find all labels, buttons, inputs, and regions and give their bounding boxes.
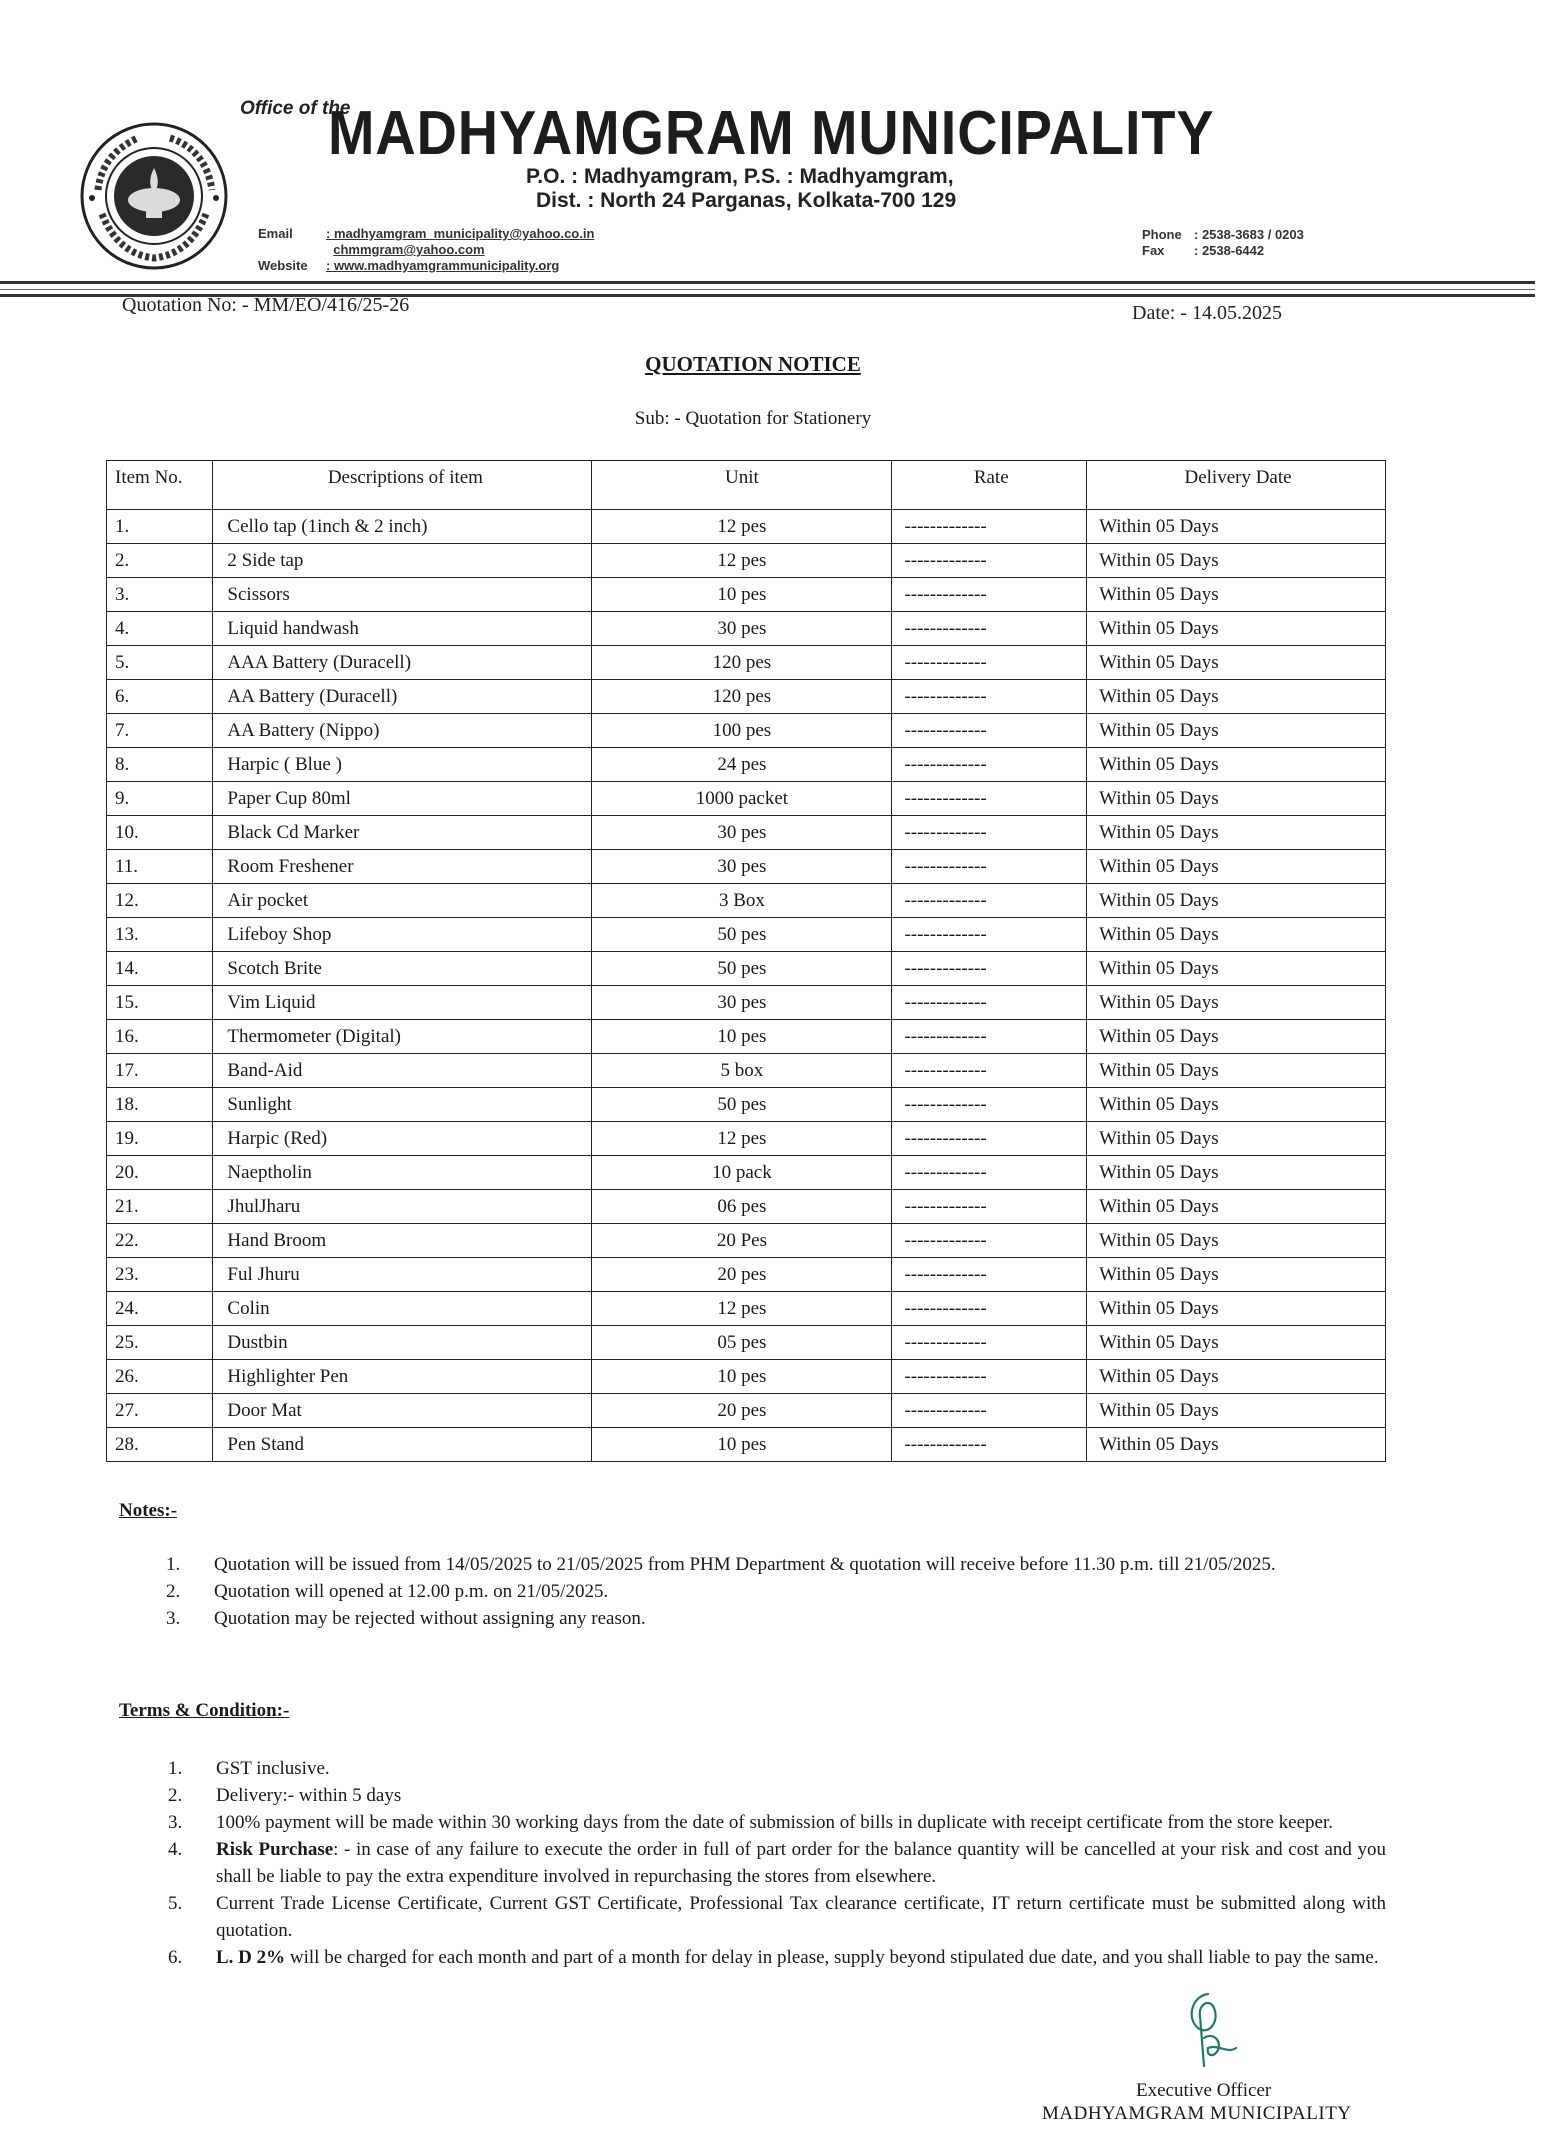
cell-delivery-date: Within 05 Days: [1087, 918, 1386, 952]
cell-description: Air pocket: [213, 884, 592, 918]
cell-item-no: 4.: [107, 612, 213, 646]
cell-rate: -------------: [892, 1054, 1087, 1088]
table-row: [107, 918, 1386, 952]
email-primary[interactable]: : madhyamgram_municipality@yahoo.co.in: [326, 226, 595, 241]
notice-date: Date: - 14.05.2025: [1132, 302, 1282, 324]
cell-rate: -------------: [892, 918, 1087, 952]
table-row: [107, 612, 1386, 646]
cell-item-no: 21.: [107, 1190, 213, 1224]
cell-delivery-date: Within 05 Days: [1087, 1020, 1386, 1054]
term-number: 1.: [168, 1758, 183, 1779]
cell-delivery-date: Within 05 Days: [1087, 714, 1386, 748]
cell-delivery-date: Within 05 Days: [1087, 952, 1386, 986]
table-row: [107, 1292, 1386, 1326]
items-table-body: [107, 510, 1386, 1462]
cell-unit: 50 pes: [592, 952, 892, 986]
cell-rate: -------------: [892, 816, 1087, 850]
cell-delivery-date: Within 05 Days: [1087, 1428, 1386, 1462]
table-row: [107, 1360, 1386, 1394]
cell-delivery-date: Within 05 Days: [1087, 1054, 1386, 1088]
cell-item-no: 27.: [107, 1394, 213, 1428]
cell-item-no: 8.: [107, 748, 213, 782]
table-row: [107, 1122, 1386, 1156]
cell-rate: -------------: [892, 1258, 1087, 1292]
cell-delivery-date: Within 05 Days: [1087, 510, 1386, 544]
email-label: Email: [258, 226, 293, 241]
term-item: [168, 1809, 1386, 1836]
term-text: : - in case of any failure to execute the order in full of part order for the balance quantity will be cancelled at your risk and cost and you shall be liable to pay the extra expenditure involved in repurchasing the stores from elsewhere.: [216, 1839, 1386, 1887]
table-row: [107, 1190, 1386, 1224]
cell-description: Ful Jhuru: [213, 1258, 592, 1292]
cell-description: Scotch Brite: [213, 952, 592, 986]
items-table: [106, 460, 1386, 1462]
cell-item-no: 6.: [107, 680, 213, 714]
cell-item-no: 1.: [107, 510, 213, 544]
cell-description: Colin: [213, 1292, 592, 1326]
term-item: [168, 1836, 1386, 1890]
cell-item-no: 3.: [107, 578, 213, 612]
terms-list: [168, 1755, 1386, 1971]
cell-delivery-date: Within 05 Days: [1087, 578, 1386, 612]
cell-unit: 10 pes: [592, 578, 892, 612]
cell-item-no: 24.: [107, 1292, 213, 1326]
cell-delivery-date: Within 05 Days: [1087, 748, 1386, 782]
cell-delivery-date: Within 05 Days: [1087, 680, 1386, 714]
cell-description: Pen Stand: [213, 1428, 592, 1462]
term-number: 3.: [168, 1812, 183, 1833]
cell-description: Naeptholin: [213, 1156, 592, 1190]
cell-description: Hand Broom: [213, 1224, 592, 1258]
cell-unit: 12 pes: [592, 1122, 892, 1156]
cell-unit: 100 pes: [592, 714, 892, 748]
cell-delivery-date: Within 05 Days: [1087, 884, 1386, 918]
term-item: [168, 1782, 1386, 1809]
cell-description: Black Cd Marker: [213, 816, 592, 850]
cell-delivery-date: Within 05 Days: [1087, 1156, 1386, 1190]
table-row: [107, 1088, 1386, 1122]
office-of-label: Office of the: [240, 98, 351, 119]
letterhead-divider: [0, 281, 1535, 284]
cell-delivery-date: Within 05 Days: [1087, 612, 1386, 646]
cell-rate: -------------: [892, 578, 1087, 612]
cell-delivery-date: Within 05 Days: [1087, 1224, 1386, 1258]
address-line-1: P.O. : Madhyamgram, P.S. : Madhyamgram,: [526, 165, 954, 188]
note-text: Quotation will opened at 12.00 p.m. on 21/05/2025.: [214, 1581, 609, 1602]
term-text: Delivery:- within 5 days: [216, 1785, 402, 1806]
cell-description: 2 Side tap: [213, 544, 592, 578]
cell-description: AA Battery (Nippo): [213, 714, 592, 748]
cell-unit: 10 pack: [592, 1156, 892, 1190]
cell-unit: 12 pes: [592, 544, 892, 578]
cell-unit: 30 pes: [592, 850, 892, 884]
cell-unit: 12 pes: [592, 510, 892, 544]
phone-label: Phone: [1142, 227, 1182, 242]
cell-unit: 5 box: [592, 1054, 892, 1088]
cell-item-no: 9.: [107, 782, 213, 816]
cell-delivery-date: Within 05 Days: [1087, 646, 1386, 680]
website-link[interactable]: : www.madhyamgrammunicipality.org: [326, 258, 560, 273]
cell-rate: -------------: [892, 1088, 1087, 1122]
cell-rate: -------------: [892, 1428, 1087, 1462]
contact-email-block: [258, 226, 594, 274]
term-number: 4.: [168, 1839, 183, 1860]
cell-description: AA Battery (Duracell): [213, 680, 592, 714]
cell-rate: -------------: [892, 1156, 1087, 1190]
table-row: [107, 510, 1386, 544]
note-item: [166, 1578, 1384, 1605]
table-row: [107, 1258, 1386, 1292]
cell-description: Highlighter Pen: [213, 1360, 592, 1394]
cell-unit: 30 pes: [592, 986, 892, 1020]
cell-description: Cello tap (1inch & 2 inch): [213, 510, 592, 544]
phone-value: : 2538-3683 / 0203: [1194, 227, 1304, 242]
cell-description: Door Mat: [213, 1394, 592, 1428]
cell-item-no: 28.: [107, 1428, 213, 1462]
cell-item-no: 26.: [107, 1360, 213, 1394]
cell-delivery-date: Within 05 Days: [1087, 1258, 1386, 1292]
cell-unit: 50 pes: [592, 1088, 892, 1122]
cell-item-no: 2.: [107, 544, 213, 578]
table-row: [107, 782, 1386, 816]
cell-item-no: 10.: [107, 816, 213, 850]
cell-description: Dustbin: [213, 1326, 592, 1360]
note-number: 2.: [166, 1581, 181, 1602]
cell-delivery-date: Within 05 Days: [1087, 1326, 1386, 1360]
cell-item-no: 18.: [107, 1088, 213, 1122]
header-delivery-date: Delivery Date: [1087, 461, 1386, 510]
address-line-2: Dist. : North 24 Parganas, Kolkata-700 129: [536, 189, 957, 212]
cell-rate: -------------: [892, 986, 1087, 1020]
cell-unit: 10 pes: [592, 1360, 892, 1394]
cell-description: Lifeboy Shop: [213, 918, 592, 952]
table-row: [107, 1224, 1386, 1258]
header-unit: Unit: [592, 461, 892, 510]
quotation-number: Quotation No: - MM/EO/416/25-26: [122, 294, 410, 316]
cell-description: Vim Liquid: [213, 986, 592, 1020]
term-bold-lead: L. D 2%: [216, 1947, 286, 1968]
cell-rate: -------------: [892, 850, 1087, 884]
cell-description: Paper Cup 80ml: [213, 782, 592, 816]
email-secondary[interactable]: chmmgram@yahoo.com: [333, 242, 485, 257]
table-row: [107, 646, 1386, 680]
note-number: 1.: [166, 1554, 181, 1575]
term-item: [168, 1890, 1386, 1944]
cell-rate: -------------: [892, 1224, 1087, 1258]
cell-unit: 20 pes: [592, 1394, 892, 1428]
table-row: [107, 1394, 1386, 1428]
cell-rate: -------------: [892, 1292, 1087, 1326]
cell-unit: 24 pes: [592, 748, 892, 782]
cell-item-no: 11.: [107, 850, 213, 884]
notice-subject: Sub: - Quotation for Stationery: [634, 408, 872, 429]
table-row: [107, 850, 1386, 884]
cell-item-no: 22.: [107, 1224, 213, 1258]
header-description: Descriptions of item: [213, 461, 592, 510]
cell-description: JhulJharu: [213, 1190, 592, 1224]
cell-item-no: 16.: [107, 1020, 213, 1054]
cell-rate: -------------: [892, 748, 1087, 782]
cell-unit: 20 Pes: [592, 1224, 892, 1258]
table-header-row: [107, 461, 1386, 510]
cell-item-no: 14.: [107, 952, 213, 986]
cell-unit: 120 pes: [592, 646, 892, 680]
cell-unit: 05 pes: [592, 1326, 892, 1360]
cell-delivery-date: Within 05 Days: [1087, 782, 1386, 816]
fax-label: Fax: [1142, 243, 1165, 258]
cell-rate: -------------: [892, 714, 1087, 748]
note-text: Quotation will be issued from 14/05/2025 to 21/05/2025 from PHM Department & quotation will receive before 11.30 p.m. till 21/05/2025.: [214, 1554, 1276, 1575]
cell-item-no: 17.: [107, 1054, 213, 1088]
cell-rate: -------------: [892, 1360, 1087, 1394]
cell-description: Harpic (Red): [213, 1122, 592, 1156]
cell-delivery-date: Within 05 Days: [1087, 986, 1386, 1020]
cell-item-no: 15.: [107, 986, 213, 1020]
terms-heading: Terms & Condition:-: [119, 1700, 290, 1721]
cell-unit: 30 pes: [592, 816, 892, 850]
cell-rate: -------------: [892, 952, 1087, 986]
cell-description: Room Freshener: [213, 850, 592, 884]
website-label: Website: [258, 258, 308, 273]
term-item: [168, 1944, 1386, 1971]
cell-rate: -------------: [892, 884, 1087, 918]
cell-description: AAA Battery (Duracell): [213, 646, 592, 680]
cell-description: Band-Aid: [213, 1054, 592, 1088]
signatory-title: Executive Officer: [1136, 2080, 1272, 2101]
cell-description: Harpic ( Blue ): [213, 748, 592, 782]
cell-description: Scissors: [213, 578, 592, 612]
cell-item-no: 13.: [107, 918, 213, 952]
municipality-seal-icon: [78, 120, 230, 272]
cell-description: Liquid handwash: [213, 612, 592, 646]
cell-unit: 12 pes: [592, 1292, 892, 1326]
cell-unit: 30 pes: [592, 612, 892, 646]
cell-unit: 1000 packet: [592, 782, 892, 816]
cell-item-no: 23.: [107, 1258, 213, 1292]
cell-unit: 20 pes: [592, 1258, 892, 1292]
cell-item-no: 5.: [107, 646, 213, 680]
header-item-no: Item No.: [107, 461, 213, 510]
cell-rate: -------------: [892, 782, 1087, 816]
notes-heading: Notes:-: [119, 1500, 178, 1521]
note-text: Quotation may be rejected without assigning any reason.: [214, 1608, 646, 1629]
term-number: 5.: [168, 1893, 183, 1914]
term-text: Current Trade License Certificate, Current GST Certificate, Professional Tax clearance certificate, IT return certificate must be submitted along with quotation.: [216, 1893, 1386, 1941]
cell-rate: -------------: [892, 1122, 1087, 1156]
term-text: GST inclusive.: [216, 1758, 330, 1779]
note-item: [166, 1551, 1384, 1578]
cell-unit: 50 pes: [592, 918, 892, 952]
cell-delivery-date: Within 05 Days: [1087, 1088, 1386, 1122]
cell-delivery-date: Within 05 Days: [1087, 1122, 1386, 1156]
table-row: [107, 1326, 1386, 1360]
term-bold-lead: Risk Purchase: [216, 1839, 334, 1860]
cell-delivery-date: Within 05 Days: [1087, 816, 1386, 850]
table-row: [107, 1156, 1386, 1190]
cell-rate: -------------: [892, 544, 1087, 578]
cell-description: Sunlight: [213, 1088, 592, 1122]
term-text: will be charged for each month and part of a month for delay in please, supply beyond stipulated due date, and you shall liable to pay the same.: [285, 1947, 1379, 1968]
handwritten-signature-icon: [1178, 1988, 1248, 2072]
term-item: [168, 1755, 1386, 1782]
notes-list: [166, 1551, 1384, 1632]
cell-rate: -------------: [892, 1326, 1087, 1360]
cell-rate: -------------: [892, 646, 1087, 680]
cell-unit: 10 pes: [592, 1020, 892, 1054]
table-row: [107, 986, 1386, 1020]
cell-rate: -------------: [892, 510, 1087, 544]
notice-title: QUOTATION NOTICE: [645, 352, 861, 376]
cell-delivery-date: Within 05 Days: [1087, 544, 1386, 578]
cell-item-no: 12.: [107, 884, 213, 918]
table-row: [107, 544, 1386, 578]
cell-delivery-date: Within 05 Days: [1087, 1292, 1386, 1326]
cell-unit: 06 pes: [592, 1190, 892, 1224]
table-row: [107, 714, 1386, 748]
cell-rate: -------------: [892, 1190, 1087, 1224]
cell-item-no: 25.: [107, 1326, 213, 1360]
cell-delivery-date: Within 05 Days: [1087, 1360, 1386, 1394]
term-number: 6.: [168, 1947, 183, 1968]
note-number: 3.: [166, 1608, 181, 1629]
cell-description: Thermometer (Digital): [213, 1020, 592, 1054]
table-row: [107, 1428, 1386, 1462]
letterhead-divider-thin: [0, 289, 1535, 290]
cell-rate: -------------: [892, 680, 1087, 714]
signatory-org: MADHYAMGRAM MUNICIPALITY: [1042, 2103, 1352, 2124]
table-row: [107, 1054, 1386, 1088]
cell-item-no: 7.: [107, 714, 213, 748]
cell-delivery-date: Within 05 Days: [1087, 1190, 1386, 1224]
table-row: [107, 680, 1386, 714]
note-item: [166, 1605, 1384, 1632]
cell-rate: -------------: [892, 612, 1087, 646]
cell-rate: -------------: [892, 1020, 1087, 1054]
term-text: 100% payment will be made within 30 working days from the date of submission of bills in duplicate with receipt certificate from the store keeper.: [216, 1812, 1334, 1833]
table-row: [107, 884, 1386, 918]
header-rate: Rate: [892, 461, 1087, 510]
cell-delivery-date: Within 05 Days: [1087, 850, 1386, 884]
municipality-name: MADHYAMGRAM MUNICIPALITY: [328, 99, 1215, 168]
cell-unit: 3 Box: [592, 884, 892, 918]
table-row: [107, 578, 1386, 612]
table-row: [107, 1020, 1386, 1054]
cell-rate: -------------: [892, 1394, 1087, 1428]
table-row: [107, 816, 1386, 850]
cell-delivery-date: Within 05 Days: [1087, 1394, 1386, 1428]
cell-item-no: 20.: [107, 1156, 213, 1190]
fax-value: : 2538-6442: [1194, 243, 1265, 258]
table-row: [107, 748, 1386, 782]
cell-item-no: 19.: [107, 1122, 213, 1156]
table-row: [107, 952, 1386, 986]
cell-unit: 10 pes: [592, 1428, 892, 1462]
cell-unit: 120 pes: [592, 680, 892, 714]
contact-phone-block: [1142, 227, 1304, 259]
term-number: 2.: [168, 1785, 183, 1806]
